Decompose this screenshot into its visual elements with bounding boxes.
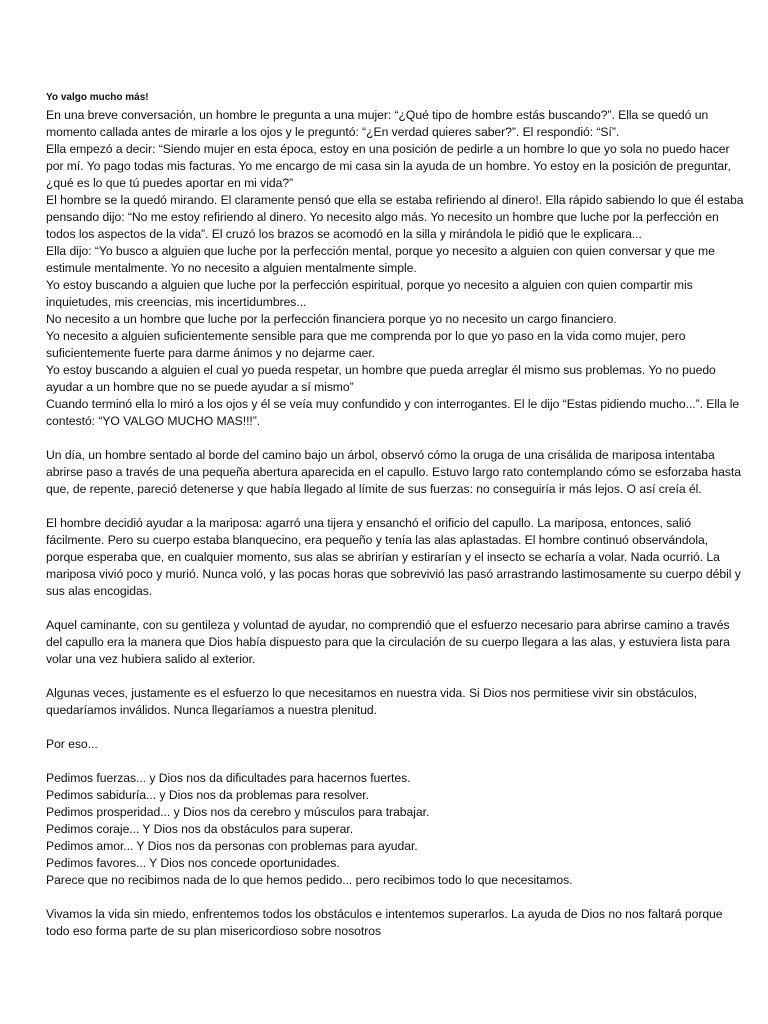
paragraph: No necesito a un hombre que luche por la perfección financiera porque yo no necesito un cargo financiero.: [46, 312, 617, 326]
paragraph-gap: [46, 430, 746, 447]
paragraph: Yo estoy buscando a alguien el cual yo pueda respetar, un hombre que pueda arreglar él mismo sus problemas. Yo no puedo ayudar a un hombre que no se puede ayudar a sí mismo”: [46, 363, 716, 394]
list-item: Pedimos fuerzas... y Dios nos da dificultades para hacernos fuertes.: [46, 771, 411, 785]
list-item: Pedimos amor... Y Dios nos da personas con problemas para ayudar.: [46, 839, 418, 853]
paragraph-gap: [46, 719, 746, 736]
document-page: [46, 91, 746, 940]
closing-paragraph: Vivamos la vida sin miedo, enfrentemos todos los obstáculos e intentemos superarlos. La ayuda de Dios no nos faltará porque todo eso forma parte de su plan misericordioso sobre nosotros: [46, 907, 723, 938]
paragraph: Un día, un hombre sentado al borde del camino bajo un árbol, observó cómo la oruga de una crisálida de mariposa intentaba abrirse paso a través de una pequeña abertura aparecida en el capullo. Estuvo largo rato contemplando cómo se esforzaba hasta que, de repente, pareció detenerse y que había llegado al límite de sus fuerzas: no conseguiría ir más lejos. O así creía él.: [46, 448, 741, 496]
paragraph-gap: [46, 600, 746, 617]
paragraph: En una breve conversación, un hombre le pregunta a una mujer: “¿Qué tipo de hombre estás buscando?”. Ella se quedó un momento callada antes de mirarle a los ojos y le preguntó: “¿En verdad quieres saber?”. El respondió: “Sí”.: [46, 108, 709, 139]
list-item: Pedimos favores... Y Dios nos concede oportunidades.: [46, 856, 340, 870]
paragraph: Cuando terminó ella lo miró a los ojos y él se veía muy confundido y con interrogantes. El le dijo “Estas pidiendo mucho...”. Ella le contestó: “YO VALGO MUCHO MAS!!!”.: [46, 397, 740, 428]
paragraph: El hombre se la quedó mirando. El claramente pensó que ella se estaba refiriendo al dinero!. Ella rápido sabiendo lo que él estaba pensando dijo: “No me estoy refiriendo al dinero. Yo necesito algo más. Yo necesito un hombre que luche por la perfección en todos los aspectos de la vida”. El cruzó los brazos se acomodó en la silla y mirándola le pidió que le explicara...: [46, 193, 744, 241]
paragraph: Algunas veces, justamente es el esfuerzo lo que necesitamos en nuestra vida. Si Dios nos permitiese vivir sin obstáculos, quedaríamos inválidos. Nunca llegaríamos a nuestra plenitud.: [46, 686, 698, 717]
paragraph: Ella dijo: “Yo busco a alguien que luche por la perfección mental, porque yo necesito a alguien con quien conversar y que me estimule mentalmente. Yo no necesito a alguien mentalmente simple.: [46, 244, 715, 275]
paragraph-gap: [46, 753, 746, 770]
document-title: Yo valgo mucho más!: [46, 92, 149, 103]
paragraph: El hombre decidió ayudar a la mariposa: agarró una tijera y ensanchó el orificio del capullo. La mariposa, entonces, salió fácilmente. Pero su cuerpo estaba blanquecino, era pequeño y tenía las alas aplastadas. El hombre continuó observándola, porque esperaba que, en cualquier momento, sus alas se abrirían y estirarían y el insecto se echaría a volar. Nada ocurrió. La mariposa vivió poco y murió. Nunca voló, y las pocas horas que sobrevivió las pasó arrastrando lastimosamente su cuerpo débil y sus alas encogidas.: [46, 516, 741, 598]
paragraph: Aquel caminante, con su gentileza y voluntad de ayudar, no comprendió que el esfuerzo necesario para abrirse camino a través del capullo era la manera que Dios había dispuesto para que la circulación de su cuerpo llegara a las alas, y estuviera lista para volar una vez hubiera salido al exterior.: [46, 618, 730, 666]
paragraph-gap: [46, 498, 746, 515]
paragraph: Yo estoy buscando a alguien que luche por la perfección espiritual, porque yo necesito a alguien con quien compartir mis inquietudes, mis creencias, mis incertidumbres...: [46, 278, 693, 309]
list-item: Pedimos sabiduría... y Dios nos da problemas para resolver.: [46, 788, 369, 802]
petition-list: [46, 770, 746, 889]
list-item: Parece que no recibimos nada de lo que hemos pedido... pero recibimos todo lo que necesitamos.: [46, 873, 573, 887]
list-item: Pedimos coraje... Y Dios nos da obstáculos para superar.: [46, 822, 354, 836]
paragraph-gap: [46, 668, 746, 685]
paragraph-gap: [46, 889, 746, 906]
paragraph: Ella empezó a decir: “Siendo mujer en esta época, estoy en una posición de pedirle a un hombre lo que yo sola no puedo hacer por mí. Yo pago todas mis facturas. Yo me encargo de mi casa sin la ayuda de un hombre. Yo estoy en la posición de preguntar, ¿qué es lo que tú puedes aportar en mi vida?”: [46, 142, 731, 190]
paragraph: Por eso...: [46, 737, 98, 751]
paragraph: Yo necesito a alguien suficientemente sensible para que me comprenda por lo que yo paso en la vida como mujer, pero suficientemente fuerte para darme ánimos y no dejarme caer.: [46, 329, 686, 360]
list-item: Pedimos prosperidad... y Dios nos da cerebro y músculos para trabajar.: [46, 805, 430, 819]
story-one: [46, 107, 746, 430]
